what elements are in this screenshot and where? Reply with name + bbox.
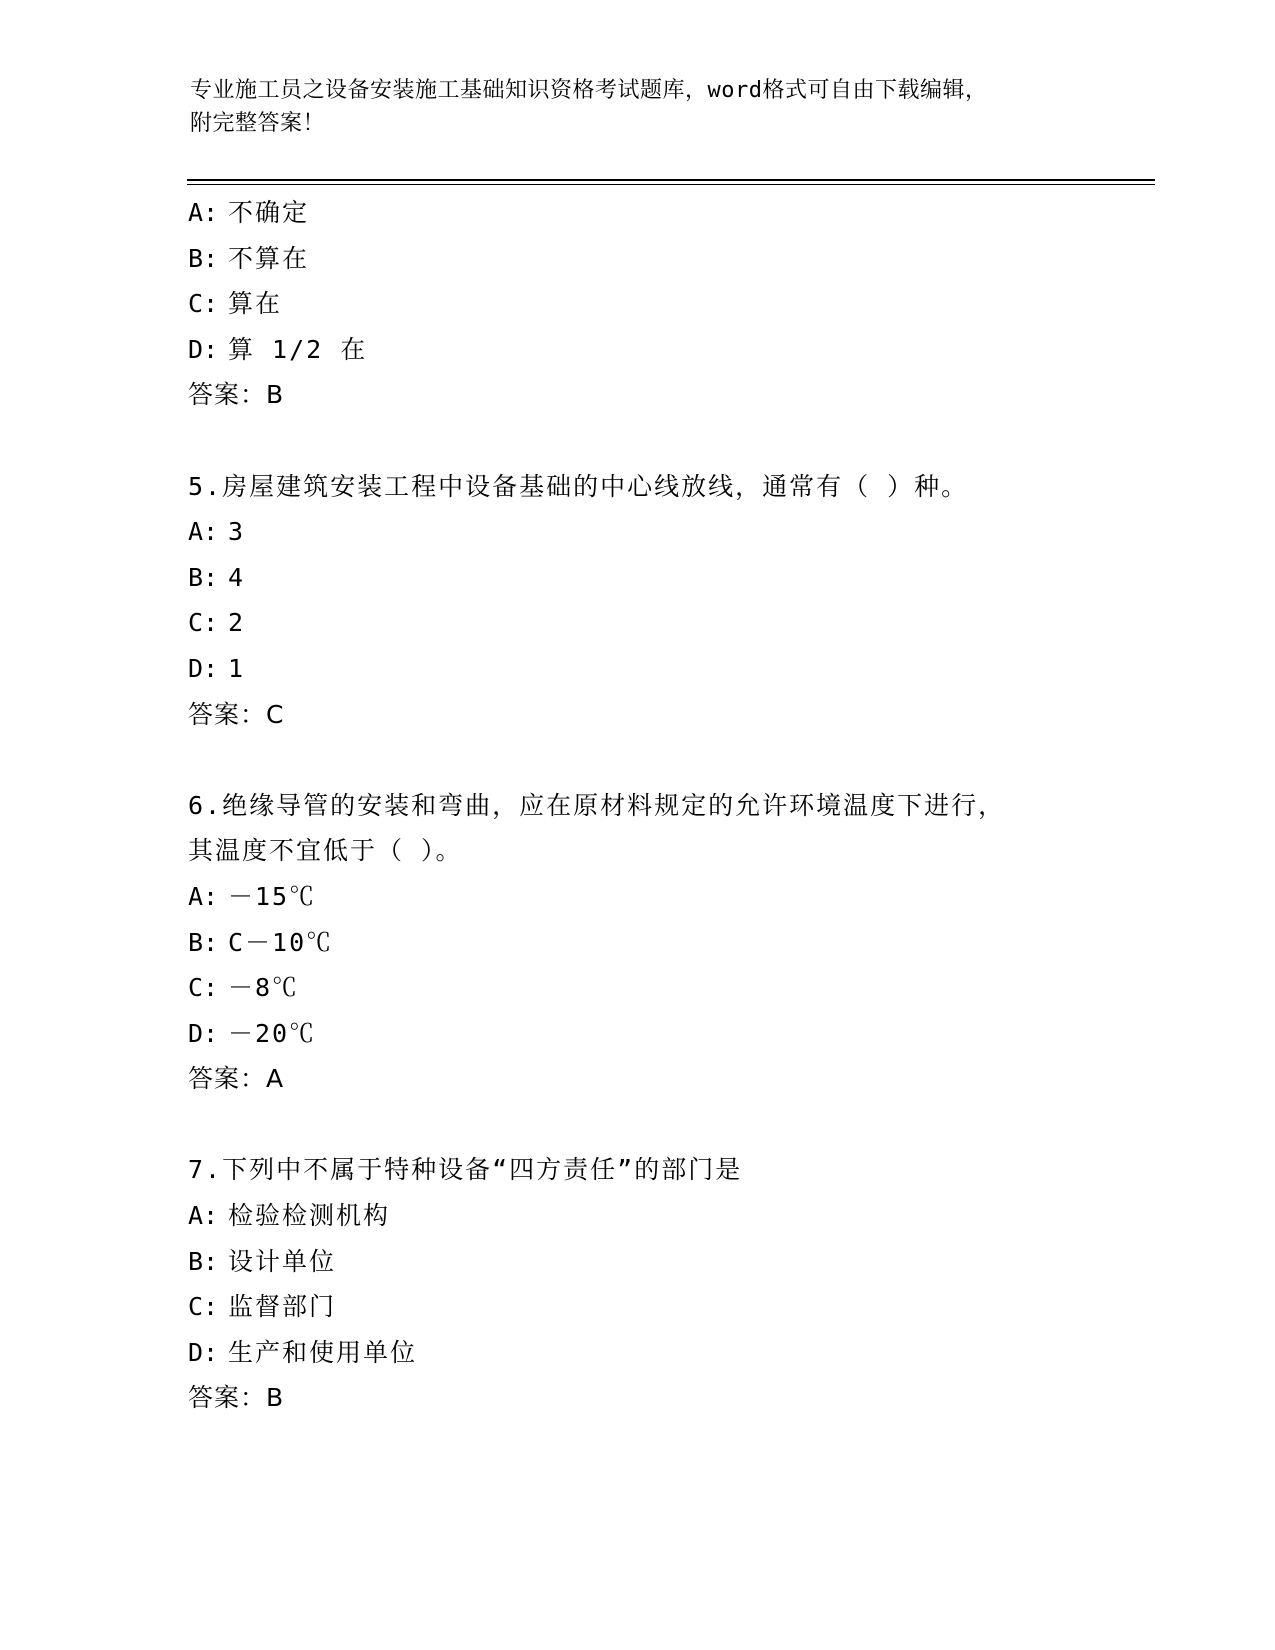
option-label: D: — [188, 334, 219, 364]
option-text: 生产和使用单位 — [228, 1337, 418, 1367]
option-text: 设计单位 — [228, 1246, 337, 1276]
option-text: 算 1/2 在 — [228, 334, 368, 364]
option-label: C: — [188, 608, 219, 638]
question-stem: 7.下列中不属于特种设备“四方责任”的部门是 — [188, 1155, 743, 1185]
option-b — [188, 236, 1148, 282]
option-a — [188, 190, 1148, 236]
option-text: 监督部门 — [228, 1292, 337, 1322]
option-text: 不确定 — [228, 198, 310, 227]
option-label: D: — [188, 653, 219, 683]
option-b — [188, 555, 1148, 601]
option-label: C: — [188, 973, 219, 1003]
option-d — [188, 1011, 1148, 1057]
option-c — [188, 600, 1148, 646]
option-c — [188, 1284, 1148, 1330]
option-label: A: — [188, 517, 219, 547]
option-text: 3 — [228, 517, 246, 547]
option-a — [188, 1193, 1148, 1239]
spacer — [188, 1102, 1148, 1148]
option-label: B: — [188, 243, 219, 273]
option-text: 算在 — [228, 289, 283, 319]
question-list — [188, 190, 1148, 1421]
option-label: C: — [188, 1292, 219, 1322]
option-a — [188, 509, 1148, 555]
question-block-7 — [188, 1147, 1148, 1421]
option-label: C: — [188, 289, 219, 319]
option-text: 4 — [228, 562, 246, 592]
option-text: 2 — [228, 608, 246, 638]
question-block-5 — [188, 464, 1148, 738]
option-label: D: — [188, 1018, 219, 1048]
option-label: B: — [188, 1246, 219, 1276]
option-d — [188, 327, 1148, 373]
option-label: B: — [188, 562, 219, 592]
document-header — [190, 74, 1090, 140]
header-divider-thick — [187, 179, 1155, 181]
spacer — [188, 418, 1148, 464]
option-label: A: — [188, 1201, 219, 1231]
option-d — [188, 646, 1148, 692]
option-label: A: — [188, 881, 219, 911]
option-text: 不算在 — [228, 243, 310, 273]
answer-line: 答案：C — [188, 699, 285, 729]
answer-line: 答案：B — [188, 380, 285, 410]
option-c — [188, 281, 1148, 327]
answer-line: 答案：A — [188, 1064, 285, 1094]
spacer — [188, 737, 1148, 783]
question-block-4 — [188, 190, 1148, 418]
option-label: B: — [188, 927, 219, 957]
option-d — [188, 1330, 1148, 1376]
option-b — [188, 920, 1148, 966]
header-line-1: 专业施工员之设备安装施工基础知识资格考试题库，word格式可自由下载编辑， — [190, 78, 988, 103]
option-a — [188, 874, 1148, 920]
option-text: －15℃ — [228, 881, 317, 911]
question-block-6 — [188, 783, 1148, 1102]
answer-line: 答案：B — [188, 1383, 285, 1413]
option-text: 检验检测机构 — [228, 1201, 391, 1231]
question-stem: 5.房屋建筑安装工程中设备基础的中心线放线，通常有（ ）种。 — [188, 471, 969, 501]
option-b — [188, 1239, 1148, 1285]
question-stem-continued: 其温度不宜低于（ ）。 — [188, 836, 463, 866]
option-text: －20℃ — [228, 1018, 317, 1048]
option-text: C－10℃ — [228, 927, 334, 957]
option-c — [188, 965, 1148, 1011]
option-label: D: — [188, 1337, 219, 1367]
header-divider-thin — [187, 184, 1155, 185]
option-text: －8℃ — [228, 973, 300, 1003]
option-text: 1 — [228, 653, 246, 683]
option-label: A: — [188, 198, 219, 227]
question-stem: 6.绝缘导管的安装和弯曲，应在原材料规定的允许环境温度下进行， — [188, 790, 1006, 820]
header-line-2: 附完整答案！ — [190, 111, 326, 136]
